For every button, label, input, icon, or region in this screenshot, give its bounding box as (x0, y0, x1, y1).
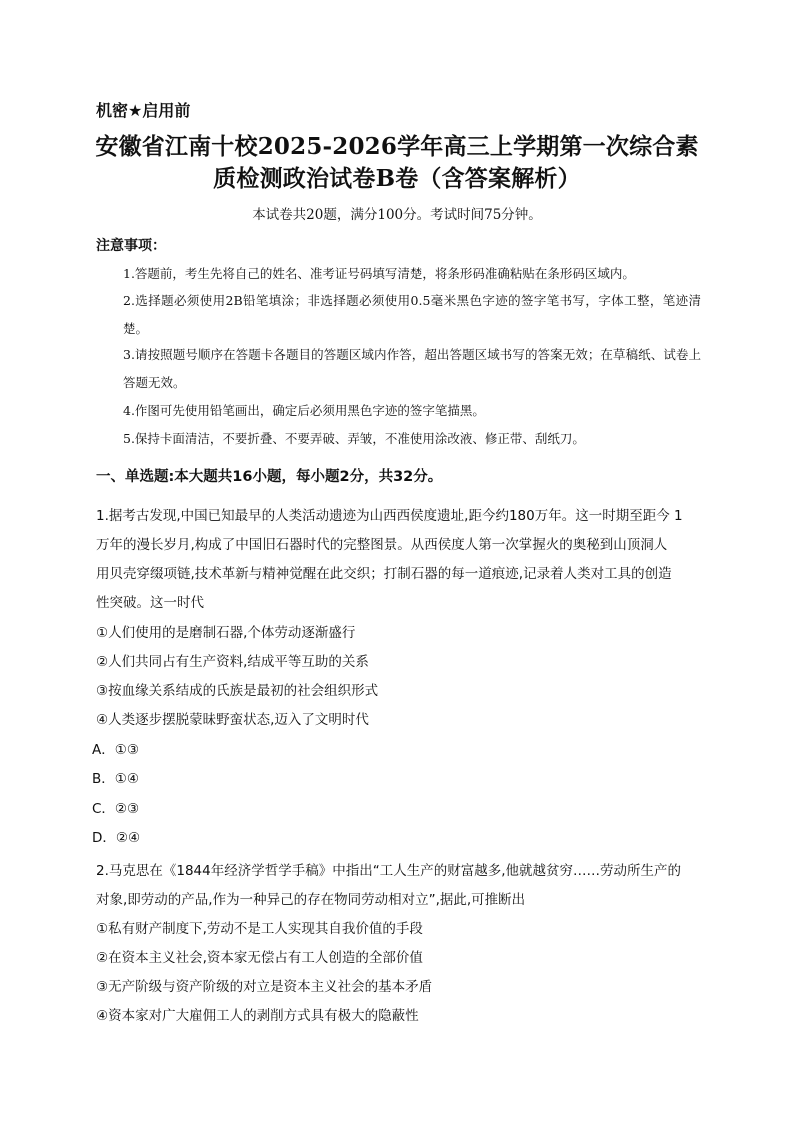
q2-statement: ③无产阶级与资产阶级的对立是资本主义社会的基本矛盾 (96, 979, 433, 995)
q1-option-d[interactable]: D．②④ (92, 830, 141, 846)
q2-stem-line: 2.马克思在《1844年经济学哲学手稿》中指出“工人生产的财富越多,他就越贫穷……劳动所生产的 (96, 863, 682, 879)
q1-stem-line: 性突破。这一时代 (96, 595, 204, 611)
q1-option-c[interactable]: C．②③ (92, 801, 140, 817)
q1-option-b[interactable]: B．①④ (92, 771, 139, 787)
notice-item-1: 1.答题前，考生先将自己的姓名、准考证号码填写清楚，将条形码准确粘贴在条形码区域内。 (123, 266, 635, 281)
notice-item-3: 3.请按照题号顺序在答题卡各题目的答题区域内作答，超出答题区域书写的答案无效；在草稿纸、试卷上答题无效。 (123, 347, 701, 390)
notice-title: 注意事项： (96, 238, 166, 254)
exam-title-line-2: 质检测政治试卷B卷（含答案解析） (213, 165, 581, 192)
q2-statement: ①私有财产制度下,劳动不是工人实现其自我价值的手段 (96, 921, 423, 937)
q1-statement: ③按血缘关系结成的氏族是最初的社会组织形式 (96, 683, 379, 699)
q2-statement: ④资本家对广大雇佣工人的剥削方式具有极大的隐蔽性 (96, 1008, 419, 1024)
q1-statement: ①人们使用的是磨制石器,个体劳动逐渐盛行 (96, 625, 356, 641)
q2-stem-line: 对象,即劳动的产品,作为一种异己的存在物同劳动相对立”,据此,可推断出 (96, 892, 526, 908)
q2-statement: ②在资本主义社会,资本家无偿占有工人创造的全部价值 (96, 950, 423, 966)
section-title: 一、单选题:本大题共16小题，每小题2分，共32分。 (96, 469, 443, 485)
q1-statement: ②人们共同占有生产资料,结成平等互助的关系 (96, 654, 369, 670)
notice-item-4: 4.作图可先使用铅笔画出，确定后必须用黑色字迹的签字笔描黑。 (123, 403, 485, 418)
confidential-label: 机密★启用前 (96, 101, 191, 120)
q1-option-a[interactable]: A．①③ (92, 742, 139, 758)
q1-stem-line: 万年的漫长岁月,构成了中国旧石器时代的完整图景。从西侯度人第一次掌握火的奥秘到山顶洞人 (96, 537, 668, 553)
notice-item-5: 5.保持卡面清洁，不要折叠、不要弄破、弄皱，不准使用涂改液、修正带、刮纸刀。 (123, 431, 585, 446)
q1-statement: ④人类逐步摆脱蒙昧野蛮状态,迈入了文明时代 (96, 712, 369, 728)
exam-info: 本试卷共20题，满分100分。考试时间75分钟。 (252, 207, 542, 223)
q1-stem-line: 1.据考古发现,中国已知最早的人类活动遗迹为山西西侯度遗址,距今约180万年。这一时期至距今 1 (96, 508, 683, 524)
notice-item-2: 2.选择题必须使用2B铅笔填涂；非选择题必须使用0.5毫米黑色字迹的签字笔书写，字体工整，笔迹清楚。 (123, 293, 701, 336)
q1-stem-line: 用贝壳穿缀项链,技术革新与精神觉醒在此交织；打制石器的每一道痕迹,记录着人类对工具的创造 (96, 566, 672, 582)
exam-title-line-1: 安徽省江南十校2025-2026学年高三上学期第一次综合素 (95, 133, 699, 160)
